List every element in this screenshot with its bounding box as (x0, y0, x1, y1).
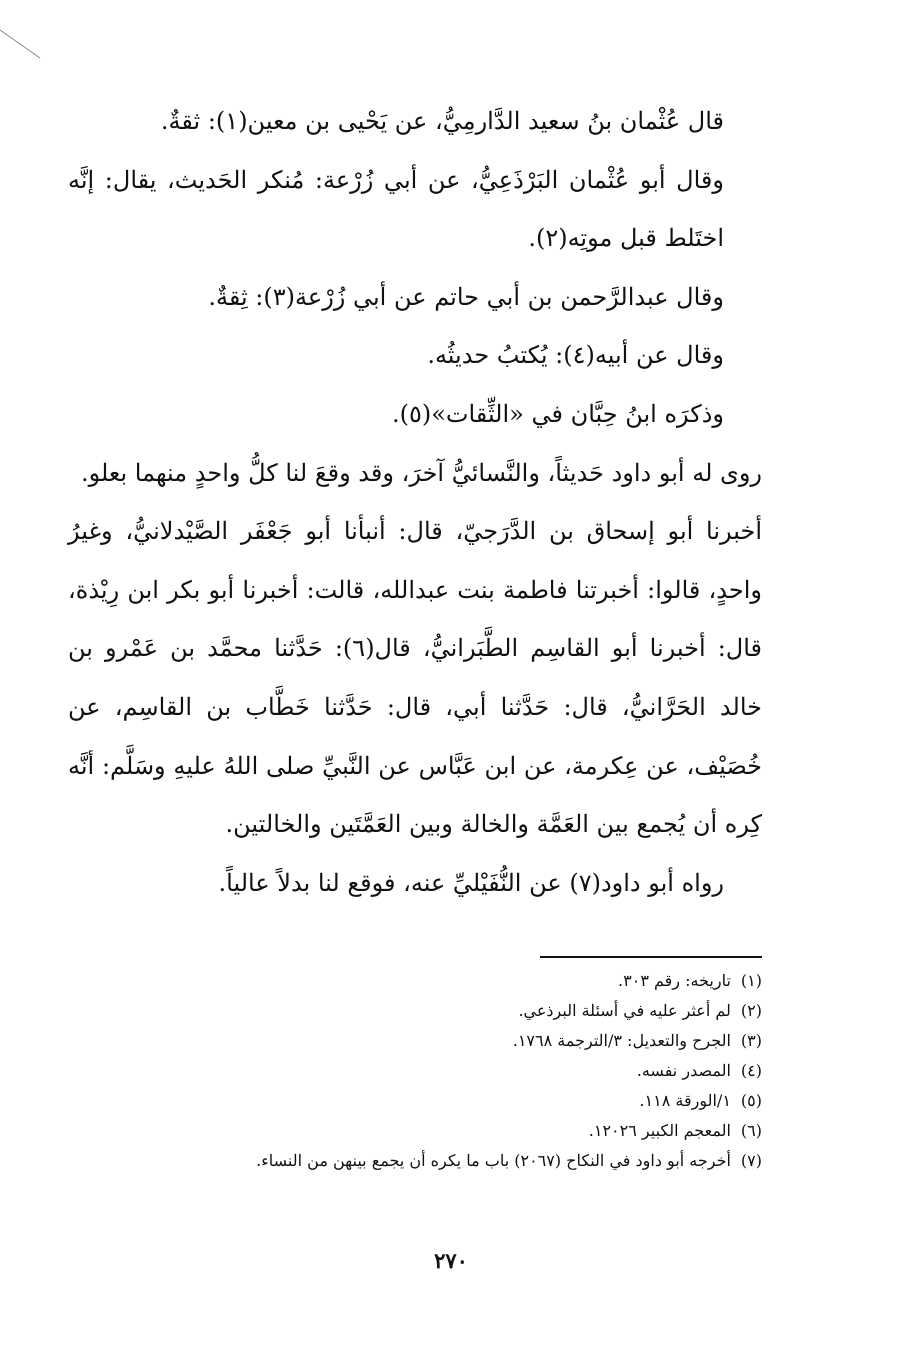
footnote-number: (٢) (740, 1001, 762, 1020)
footnote-text: المعجم الكبير ١٢٠٢٦. (588, 1121, 731, 1140)
paragraph-riwaya: روى له أبو داود حَديثاً، والنَّسائيُّ آخرَ، وقد وقعَ لنا كلُّ واحدٍ منهما بعلو. (80, 458, 762, 487)
footnote-item (68, 996, 762, 1026)
footnote-text: أخرجه أبو داود في النكاح (٢٠٦٧) باب ما يكره أن يجمع بينهن من النساء. (256, 1151, 731, 1170)
footnote-item (68, 1056, 762, 1086)
footnote-item (68, 1086, 762, 1116)
paragraph-abu-dawud: رواه أبو داود(٧) عن النُّفَيْليِّ عنه، فوقع لنا بدلاً عالياً. (218, 868, 724, 897)
footnote-text: ١/الورقة ١١٨. (639, 1091, 731, 1110)
footnote-text: المصدر نفسه. (636, 1061, 731, 1080)
paragraph-bardhaii: وقال أبو عُثْمان البَرْذَعِيُّ، عن أبي زُرْعة: مُنكر الحَديث، يقال: إنَّه اختَلط قبل موتِه(٢). (68, 165, 724, 253)
scan-corner-mark (0, 0, 60, 60)
footnote-number: (٤) (740, 1061, 762, 1080)
footnote-number: (٣) (740, 1031, 762, 1050)
page-number: ٢٧٠ (434, 1248, 468, 1273)
footnote-item (68, 1116, 762, 1146)
footnote-number: (٥) (740, 1091, 762, 1110)
main-text (68, 92, 762, 912)
footnotes-list (68, 966, 762, 1176)
footnote-item (68, 1026, 762, 1056)
footnote-number: (٦) (740, 1121, 762, 1140)
footnote-item (68, 1146, 762, 1176)
paragraph-hadith-isnad: أخبرنا أبو إسحاق بن الدَّرَجيّ، قال: أنبأنا أبو جَعْفَر الصَّيْدلانيُّ، وغيرُ واحدٍ، قالوا: أخبرتنا فاطمة بنت عبدالله، قالت: أخبرنا أبو بكر ابن رِيْذة، قال: أخبرنا أبو القاسِم الطَّبَرانيُّ، قال(٦): حَدَّثنا محمَّد بن عَمْرو بن خالد الحَرَّانيُّ، قال: حَدَّثنا أبي، قال: حَدَّثنا خَطَّاب بن القاسِم، عن خُصَيْف، عن عِكرمة، عن ابن عَبَّاس عن النَّبيِّ صلى اللهُ عليهِ وسَلَّم: أنَّه كِره أن يُجمع بين العَمَّة والخالة وبين العَمَّتَين والخالتين. (68, 517, 762, 839)
paragraph-abih: وقال عن أبيه(٤): يُكتبُ حديثُه. (427, 341, 724, 370)
footnote-separator (540, 956, 762, 958)
footnote-text: لم أعثر عليه في أسئلة البرذعي. (518, 1001, 731, 1020)
footnote-text: تاريخه: رقم ٣٠٣. (618, 971, 731, 990)
footnote-item (68, 966, 762, 996)
paragraph-darimi: قال عُثْمان بنُ سعيد الدَّارمِيُّ، عن يَحْيى بن معين(١): ثقةٌ. (160, 107, 724, 135)
footnote-number: (٧) (740, 1151, 762, 1170)
paragraph-abi-hatim: وقال عبدالرَّحمن بن أبي حاتم عن أبي زُرْعة(٣): ثِقةٌ. (208, 282, 724, 311)
footnote-number: (١) (740, 971, 762, 990)
paragraph-ibn-hibban: وذكرَه ابنُ حِبَّان في «الثِّقات»(٥). (391, 399, 724, 428)
footnote-text: الجرح والتعديل: ٣/الترجمة ١٧٦٨. (512, 1031, 731, 1050)
